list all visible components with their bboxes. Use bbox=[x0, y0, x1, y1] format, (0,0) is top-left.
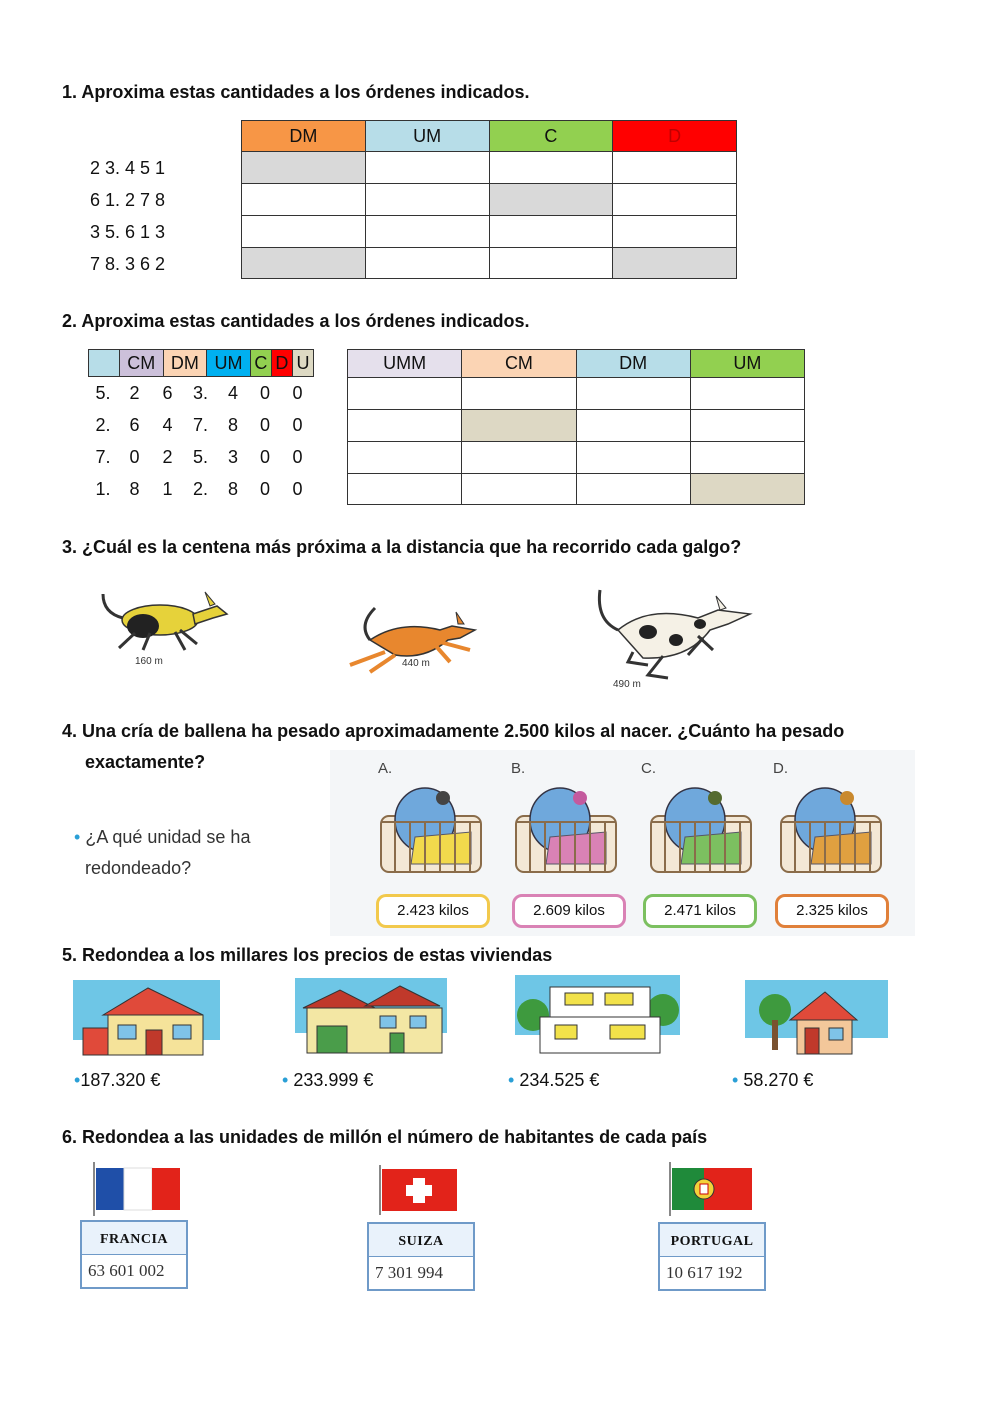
weight-label-d: 2.325 kilos bbox=[775, 894, 889, 928]
house-2-image bbox=[295, 978, 447, 1056]
bullet-icon: • bbox=[508, 1070, 515, 1090]
house-price: 233.999 € bbox=[293, 1070, 374, 1090]
place-header-dm: DM bbox=[163, 350, 207, 377]
q1-header-dm: DM bbox=[242, 121, 366, 152]
question-4-title: 4. Una cría de ballena ha pesado aproximadamente 2.500 kilos al nacer. ¿Cuánto ha pesado bbox=[62, 721, 845, 741]
yellow-greyhound-image bbox=[95, 578, 235, 673]
question-5-title: 5. Redondea a los millares los precios de estas viviendas bbox=[62, 945, 553, 965]
digit: 6 bbox=[129, 415, 140, 435]
country-population: 63 601 002 bbox=[88, 1261, 165, 1280]
whale-crib-icon bbox=[645, 782, 760, 882]
whale-crib-icon bbox=[510, 782, 625, 882]
house-1-image bbox=[73, 980, 220, 1062]
answer-cell[interactable] bbox=[613, 152, 737, 184]
switzerland-flag-icon bbox=[375, 1163, 460, 1218]
digit: 3. bbox=[192, 383, 208, 403]
answer-cell bbox=[242, 152, 366, 184]
q1-table bbox=[241, 120, 737, 279]
q2-number-row bbox=[88, 473, 314, 505]
q1-header-c: C bbox=[489, 121, 613, 152]
place-header-d: D bbox=[271, 350, 292, 377]
answer-cell bbox=[690, 474, 804, 505]
weight-label-c: 2.471 kilos bbox=[643, 894, 757, 928]
answer-cell[interactable] bbox=[242, 216, 366, 248]
dog-distance-label: 440 m bbox=[402, 658, 430, 669]
house-3-image bbox=[515, 975, 680, 1057]
answer-cell[interactable] bbox=[489, 152, 613, 184]
option-letter: A. bbox=[378, 760, 393, 777]
answer-cell[interactable] bbox=[348, 474, 462, 505]
q2-number-rows bbox=[88, 377, 314, 505]
digit: 0 bbox=[259, 479, 270, 499]
answer-cell bbox=[462, 410, 576, 442]
answer-cell[interactable] bbox=[690, 410, 804, 442]
q1-number: 6 1. 2 7 8 bbox=[90, 190, 166, 210]
q1-number: 3 5. 6 1 3 bbox=[90, 222, 166, 242]
q1-number: 7 8. 3 6 2 bbox=[90, 254, 166, 274]
dog-distance-label: 490 m bbox=[613, 679, 641, 690]
house-4-image bbox=[745, 980, 888, 1058]
answer-cell[interactable] bbox=[489, 216, 613, 248]
bullet-icon: • bbox=[74, 827, 81, 847]
question-6-title: 6. Redondea a las unidades de millón el número de habitantes de cada país bbox=[62, 1127, 708, 1147]
q1-number: 2 3. 4 5 1 bbox=[90, 158, 166, 178]
digit: 7. bbox=[95, 447, 111, 467]
digit: 8 bbox=[129, 479, 140, 499]
bullet-icon: • bbox=[74, 1070, 81, 1090]
price-item bbox=[732, 1070, 813, 1091]
digit: 5. bbox=[192, 447, 208, 467]
weight-label-b: 2.609 kilos bbox=[512, 894, 626, 928]
answer-cell[interactable] bbox=[365, 184, 489, 216]
digit: 0 bbox=[292, 383, 303, 403]
orange-greyhound-image bbox=[340, 600, 485, 680]
digit: 1 bbox=[162, 479, 173, 499]
answer-cell[interactable] bbox=[576, 474, 690, 505]
country-population: 10 617 192 bbox=[666, 1263, 743, 1282]
digit: 8 bbox=[227, 415, 238, 435]
place-header-u: U bbox=[292, 350, 313, 377]
question-4-title-cont: exactamente? bbox=[85, 752, 206, 772]
answer-cell[interactable] bbox=[690, 442, 804, 474]
q2-number-row bbox=[88, 409, 314, 441]
digit: 7. bbox=[192, 415, 208, 435]
digit: 4 bbox=[227, 383, 238, 403]
country-name: SUIZA bbox=[369, 1224, 473, 1257]
house-price: 58.270 € bbox=[743, 1070, 814, 1090]
digit: 4 bbox=[162, 415, 173, 435]
answer-cell[interactable] bbox=[462, 442, 576, 474]
price-item bbox=[282, 1070, 373, 1091]
digit: 2. bbox=[192, 479, 208, 499]
digit: 0 bbox=[259, 447, 270, 467]
digit: 5. bbox=[95, 383, 111, 403]
answer-cell[interactable] bbox=[365, 248, 489, 279]
digit: 1. bbox=[95, 479, 111, 499]
q2-number-row bbox=[88, 377, 314, 409]
place-header bbox=[89, 350, 120, 377]
q4-bullet-text-cont: redondeado? bbox=[85, 858, 192, 878]
q2-place-value-table bbox=[88, 349, 314, 377]
digit: 2 bbox=[162, 447, 173, 467]
q2-header-um: UM bbox=[690, 350, 804, 378]
q2-header-cm: CM bbox=[462, 350, 576, 378]
digit: 0 bbox=[292, 479, 303, 499]
option-letter: C. bbox=[641, 760, 656, 777]
digit: 0 bbox=[259, 415, 270, 435]
yellow-greyhound-icon bbox=[103, 592, 227, 650]
bullet-icon: • bbox=[732, 1070, 739, 1090]
place-header-cm: CM bbox=[120, 350, 164, 377]
question-1-title: 1. Aproxima estas cantidades a los órdenes indicados. bbox=[62, 82, 530, 102]
answer-cell[interactable] bbox=[489, 248, 613, 279]
country-card-switzerland bbox=[367, 1222, 475, 1291]
answer-cell[interactable] bbox=[462, 474, 576, 505]
price-item bbox=[508, 1070, 599, 1091]
country-card-france bbox=[80, 1220, 188, 1289]
answer-cell[interactable] bbox=[690, 378, 804, 410]
q1-header-d: D bbox=[613, 121, 737, 152]
country-name: PORTUGAL bbox=[660, 1224, 764, 1257]
q1-header-um: UM bbox=[365, 121, 489, 152]
france-flag-icon bbox=[88, 1160, 183, 1218]
bullet-icon: • bbox=[282, 1070, 289, 1090]
price-item bbox=[74, 1070, 160, 1091]
q4-bullet-text: ¿A qué unidad se ha bbox=[85, 827, 251, 847]
answer-cell bbox=[242, 248, 366, 279]
answer-cell bbox=[613, 248, 737, 279]
house-price: 234.525 € bbox=[519, 1070, 600, 1090]
place-header-um: UM bbox=[207, 350, 251, 377]
q2-number-row bbox=[88, 441, 314, 473]
answer-cell[interactable] bbox=[576, 410, 690, 442]
answer-cell[interactable] bbox=[576, 442, 690, 474]
answer-cell[interactable] bbox=[242, 184, 366, 216]
spotted-greyhound-icon bbox=[599, 590, 750, 678]
answer-cell[interactable] bbox=[462, 378, 576, 410]
answer-cell[interactable] bbox=[348, 442, 462, 474]
whale-crib-icon bbox=[375, 782, 490, 882]
option-letter: D. bbox=[773, 760, 788, 777]
answer-cell[interactable] bbox=[348, 410, 462, 442]
house-price: 187.320 € bbox=[80, 1070, 161, 1090]
digit: 0 bbox=[129, 447, 140, 467]
question-3-title: 3. ¿Cuál es la centena más próxima a la distancia que ha recorrido cada galgo? bbox=[62, 537, 742, 557]
answer-cell[interactable] bbox=[576, 378, 690, 410]
country-population: 7 301 994 bbox=[375, 1263, 443, 1282]
portugal-flag-icon bbox=[665, 1160, 755, 1218]
question-2-title: 2. Aproxima estas cantidades a los órdenes indicados. bbox=[62, 311, 530, 331]
digit: 2. bbox=[95, 415, 111, 435]
q2-header-dm: DM bbox=[576, 350, 690, 378]
answer-cell[interactable] bbox=[348, 378, 462, 410]
digit: 0 bbox=[259, 383, 270, 403]
place-header-c: C bbox=[250, 350, 271, 377]
whale-crib-icon bbox=[775, 782, 890, 882]
q1-number-list bbox=[90, 152, 210, 280]
digit: 8 bbox=[227, 479, 238, 499]
q4-bullet bbox=[74, 822, 250, 884]
answer-cell[interactable] bbox=[613, 216, 737, 248]
answer-cell[interactable] bbox=[613, 184, 737, 216]
digit: 0 bbox=[292, 415, 303, 435]
dog-distance-label: 160 m bbox=[135, 656, 163, 667]
q2-header-umm: UMM bbox=[348, 350, 462, 378]
country-card-portugal bbox=[658, 1222, 766, 1291]
option-letter: B. bbox=[511, 760, 526, 777]
answer-cell bbox=[489, 184, 613, 216]
answer-cell[interactable] bbox=[365, 216, 489, 248]
digit: 6 bbox=[162, 383, 173, 403]
digit: 0 bbox=[292, 447, 303, 467]
digit: 3 bbox=[227, 447, 238, 467]
answer-cell[interactable] bbox=[365, 152, 489, 184]
q2-table bbox=[347, 349, 805, 505]
digit: 2 bbox=[129, 383, 140, 403]
weight-label-a: 2.423 kilos bbox=[376, 894, 490, 928]
country-name: FRANCIA bbox=[82, 1222, 186, 1255]
spotted-greyhound-image bbox=[588, 580, 758, 695]
